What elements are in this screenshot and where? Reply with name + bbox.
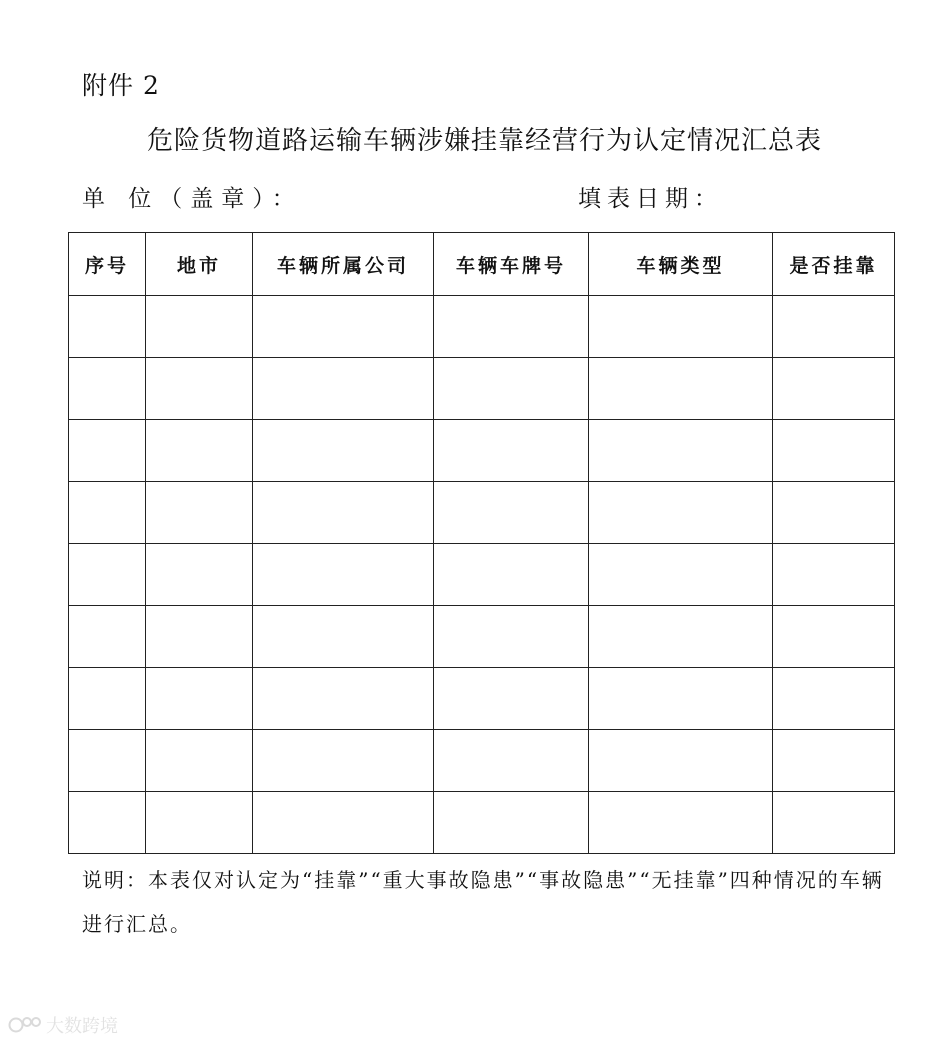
header-serial-number: 序号 [69, 233, 146, 296]
table-cell[interactable] [434, 296, 589, 358]
table-cell[interactable] [773, 792, 895, 854]
table-cell[interactable] [773, 482, 895, 544]
fill-date-label: 填表日期： [578, 186, 723, 212]
table-cell[interactable] [773, 668, 895, 730]
table-row [69, 358, 895, 420]
document-title: 危险货物道路运输车辆涉嫌挂靠经营行为认定情况汇总表 [146, 126, 822, 156]
table-cell[interactable] [253, 792, 434, 854]
table-cell[interactable] [253, 420, 434, 482]
watermark [8, 1012, 118, 1038]
table-row [69, 544, 895, 606]
table-cell[interactable] [146, 420, 253, 482]
table-cell[interactable] [146, 792, 253, 854]
table-cell[interactable] [589, 730, 773, 792]
table-row [69, 482, 895, 544]
table-cell[interactable] [69, 482, 146, 544]
table-cell[interactable] [146, 482, 253, 544]
table-cell[interactable] [434, 544, 589, 606]
table-cell[interactable] [589, 358, 773, 420]
summary-table [68, 232, 895, 854]
table-cell[interactable] [589, 420, 773, 482]
table-cell[interactable] [589, 482, 773, 544]
table-cell[interactable] [773, 730, 895, 792]
table-cell[interactable] [69, 420, 146, 482]
explanation-note: 说明：本表仅对认定为“挂靠”“重大事故隐患”“事故隐患”“无挂靠”四种情况的车辆进行汇总。 [82, 868, 884, 936]
table-cell[interactable] [253, 544, 434, 606]
table-cell[interactable] [69, 606, 146, 668]
table-cell[interactable] [589, 792, 773, 854]
table-cell[interactable] [589, 544, 773, 606]
header-affiliated-status: 是否挂靠 [773, 233, 895, 296]
table-cell[interactable] [146, 358, 253, 420]
attachment-label: 附件 2 [82, 71, 160, 100]
table-cell[interactable] [589, 668, 773, 730]
table-cell[interactable] [146, 730, 253, 792]
table-cell[interactable] [253, 296, 434, 358]
header-license-plate: 车辆车牌号 [434, 233, 589, 296]
table-cell[interactable] [253, 668, 434, 730]
table-cell[interactable] [434, 792, 589, 854]
header-vehicle-company: 车辆所属公司 [253, 233, 434, 296]
table-cell[interactable] [146, 544, 253, 606]
table-header-row [69, 233, 895, 296]
table-cell[interactable] [69, 358, 146, 420]
table-cell[interactable] [589, 296, 773, 358]
table-cell[interactable] [253, 730, 434, 792]
table-cell[interactable] [434, 668, 589, 730]
table-cell[interactable] [773, 296, 895, 358]
watermark-logo-icon [8, 1014, 42, 1036]
table-cell[interactable] [69, 668, 146, 730]
table-row [69, 420, 895, 482]
table-cell[interactable] [253, 606, 434, 668]
table-cell[interactable] [146, 668, 253, 730]
table-cell[interactable] [589, 606, 773, 668]
table-cell[interactable] [434, 358, 589, 420]
watermark-text: 大数跨境 [46, 1016, 118, 1037]
table-cell[interactable] [253, 482, 434, 544]
table-cell[interactable] [69, 730, 146, 792]
table-row [69, 730, 895, 792]
table-cell[interactable] [773, 358, 895, 420]
unit-seal-label: 单 位（盖章）： [82, 186, 303, 212]
table-cell[interactable] [146, 296, 253, 358]
table-cell[interactable] [434, 482, 589, 544]
table-cell[interactable] [773, 544, 895, 606]
table-cell[interactable] [434, 420, 589, 482]
table-cell[interactable] [434, 606, 589, 668]
table-cell[interactable] [253, 358, 434, 420]
table-row [69, 668, 895, 730]
table-cell[interactable] [146, 606, 253, 668]
table-row [69, 606, 895, 668]
table-cell[interactable] [69, 792, 146, 854]
table-cell[interactable] [69, 544, 146, 606]
table-cell[interactable] [773, 420, 895, 482]
header-vehicle-type: 车辆类型 [589, 233, 773, 296]
table-body [69, 296, 895, 854]
table-cell[interactable] [773, 606, 895, 668]
header-city: 地市 [146, 233, 253, 296]
table-row [69, 296, 895, 358]
table-row [69, 792, 895, 854]
table-cell[interactable] [434, 730, 589, 792]
table-cell[interactable] [69, 296, 146, 358]
